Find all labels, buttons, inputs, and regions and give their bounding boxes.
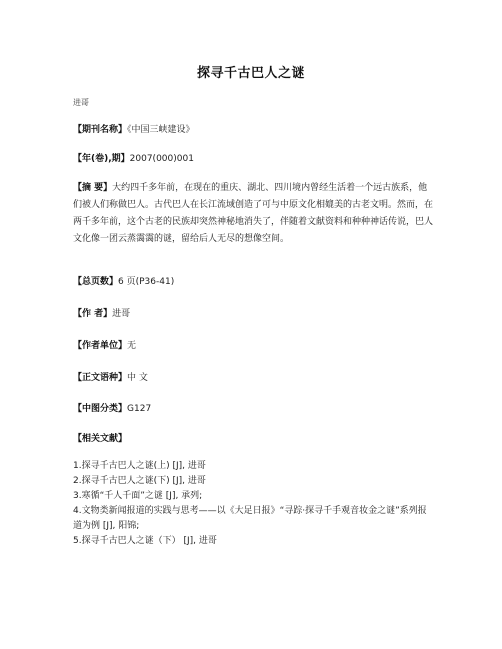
journal-label: 【期刊名称】 xyxy=(73,125,128,135)
classification-value: G127 xyxy=(127,404,152,414)
abstract-label: 【摘 要】 xyxy=(73,183,113,193)
references-heading-field xyxy=(73,431,433,448)
journal-value: 《中国三峡建设》 xyxy=(127,125,195,135)
pages-label: 【总页数】 xyxy=(73,277,119,287)
author-field xyxy=(73,306,433,323)
references-list xyxy=(73,459,433,549)
year-issue-field xyxy=(73,151,433,168)
pages-value: 6 页(P36-41) xyxy=(118,277,175,287)
affiliation-value: 无 xyxy=(127,341,137,351)
affiliation-field xyxy=(73,338,433,355)
classification-label: 【中图分类】 xyxy=(73,404,128,414)
abstract-text: 大约四千多年前，在现在的重庆、湖北、四川境内曾经生活着一个远古族系，他们被人们称做巴人。古代巴人在长江流域创造了可与中原文化相媲美的古老文明。然而，在两千多年前，这个古老的民族却突然神秘地消失了，伴随着文献资料和种种神话传说，巴人文化像一团云蒸霭霭的谜，留给后人无尽的想像空间。 xyxy=(73,183,434,244)
reference-item[interactable]: 2.探寻千古巴人之谜(下) [J], 进哥 xyxy=(73,476,206,486)
language-value: 中 文 xyxy=(127,373,148,383)
reference-item[interactable]: 1.探寻千古巴人之谜(上) [J], 进哥 xyxy=(73,461,206,471)
affiliation-label: 【作者单位】 xyxy=(73,341,128,351)
reference-item[interactable]: 3.寒循“千人千面”之谜 [J], 承列; xyxy=(73,491,203,501)
pages-field xyxy=(73,274,433,291)
references-heading: 【相关文献】 xyxy=(73,434,128,444)
document-title: 探寻千古巴人之谜 xyxy=(196,66,305,81)
reference-item[interactable]: 5.探寻千古巴人之谜（下） [J], 进哥 xyxy=(73,536,217,546)
author-header: 进哥 xyxy=(73,98,89,107)
author-value: 进哥 xyxy=(112,309,131,319)
abstract-field xyxy=(73,180,433,248)
classification-field xyxy=(73,401,433,418)
language-field xyxy=(73,370,433,387)
year-issue-value: 2007(000)001 xyxy=(129,154,194,164)
journal-field xyxy=(73,122,433,139)
reference-item[interactable]: 4.文物类新闻报道的实践与思考——以《大足日报》“寻踪·探寻千手观音妆金之谜”系列报道为例 [J], 阳锦; xyxy=(73,506,427,531)
author-label: 【作 者】 xyxy=(73,309,113,319)
year-issue-label: 【年(卷),期】 xyxy=(73,154,130,164)
language-label: 【正文语种】 xyxy=(73,373,128,383)
